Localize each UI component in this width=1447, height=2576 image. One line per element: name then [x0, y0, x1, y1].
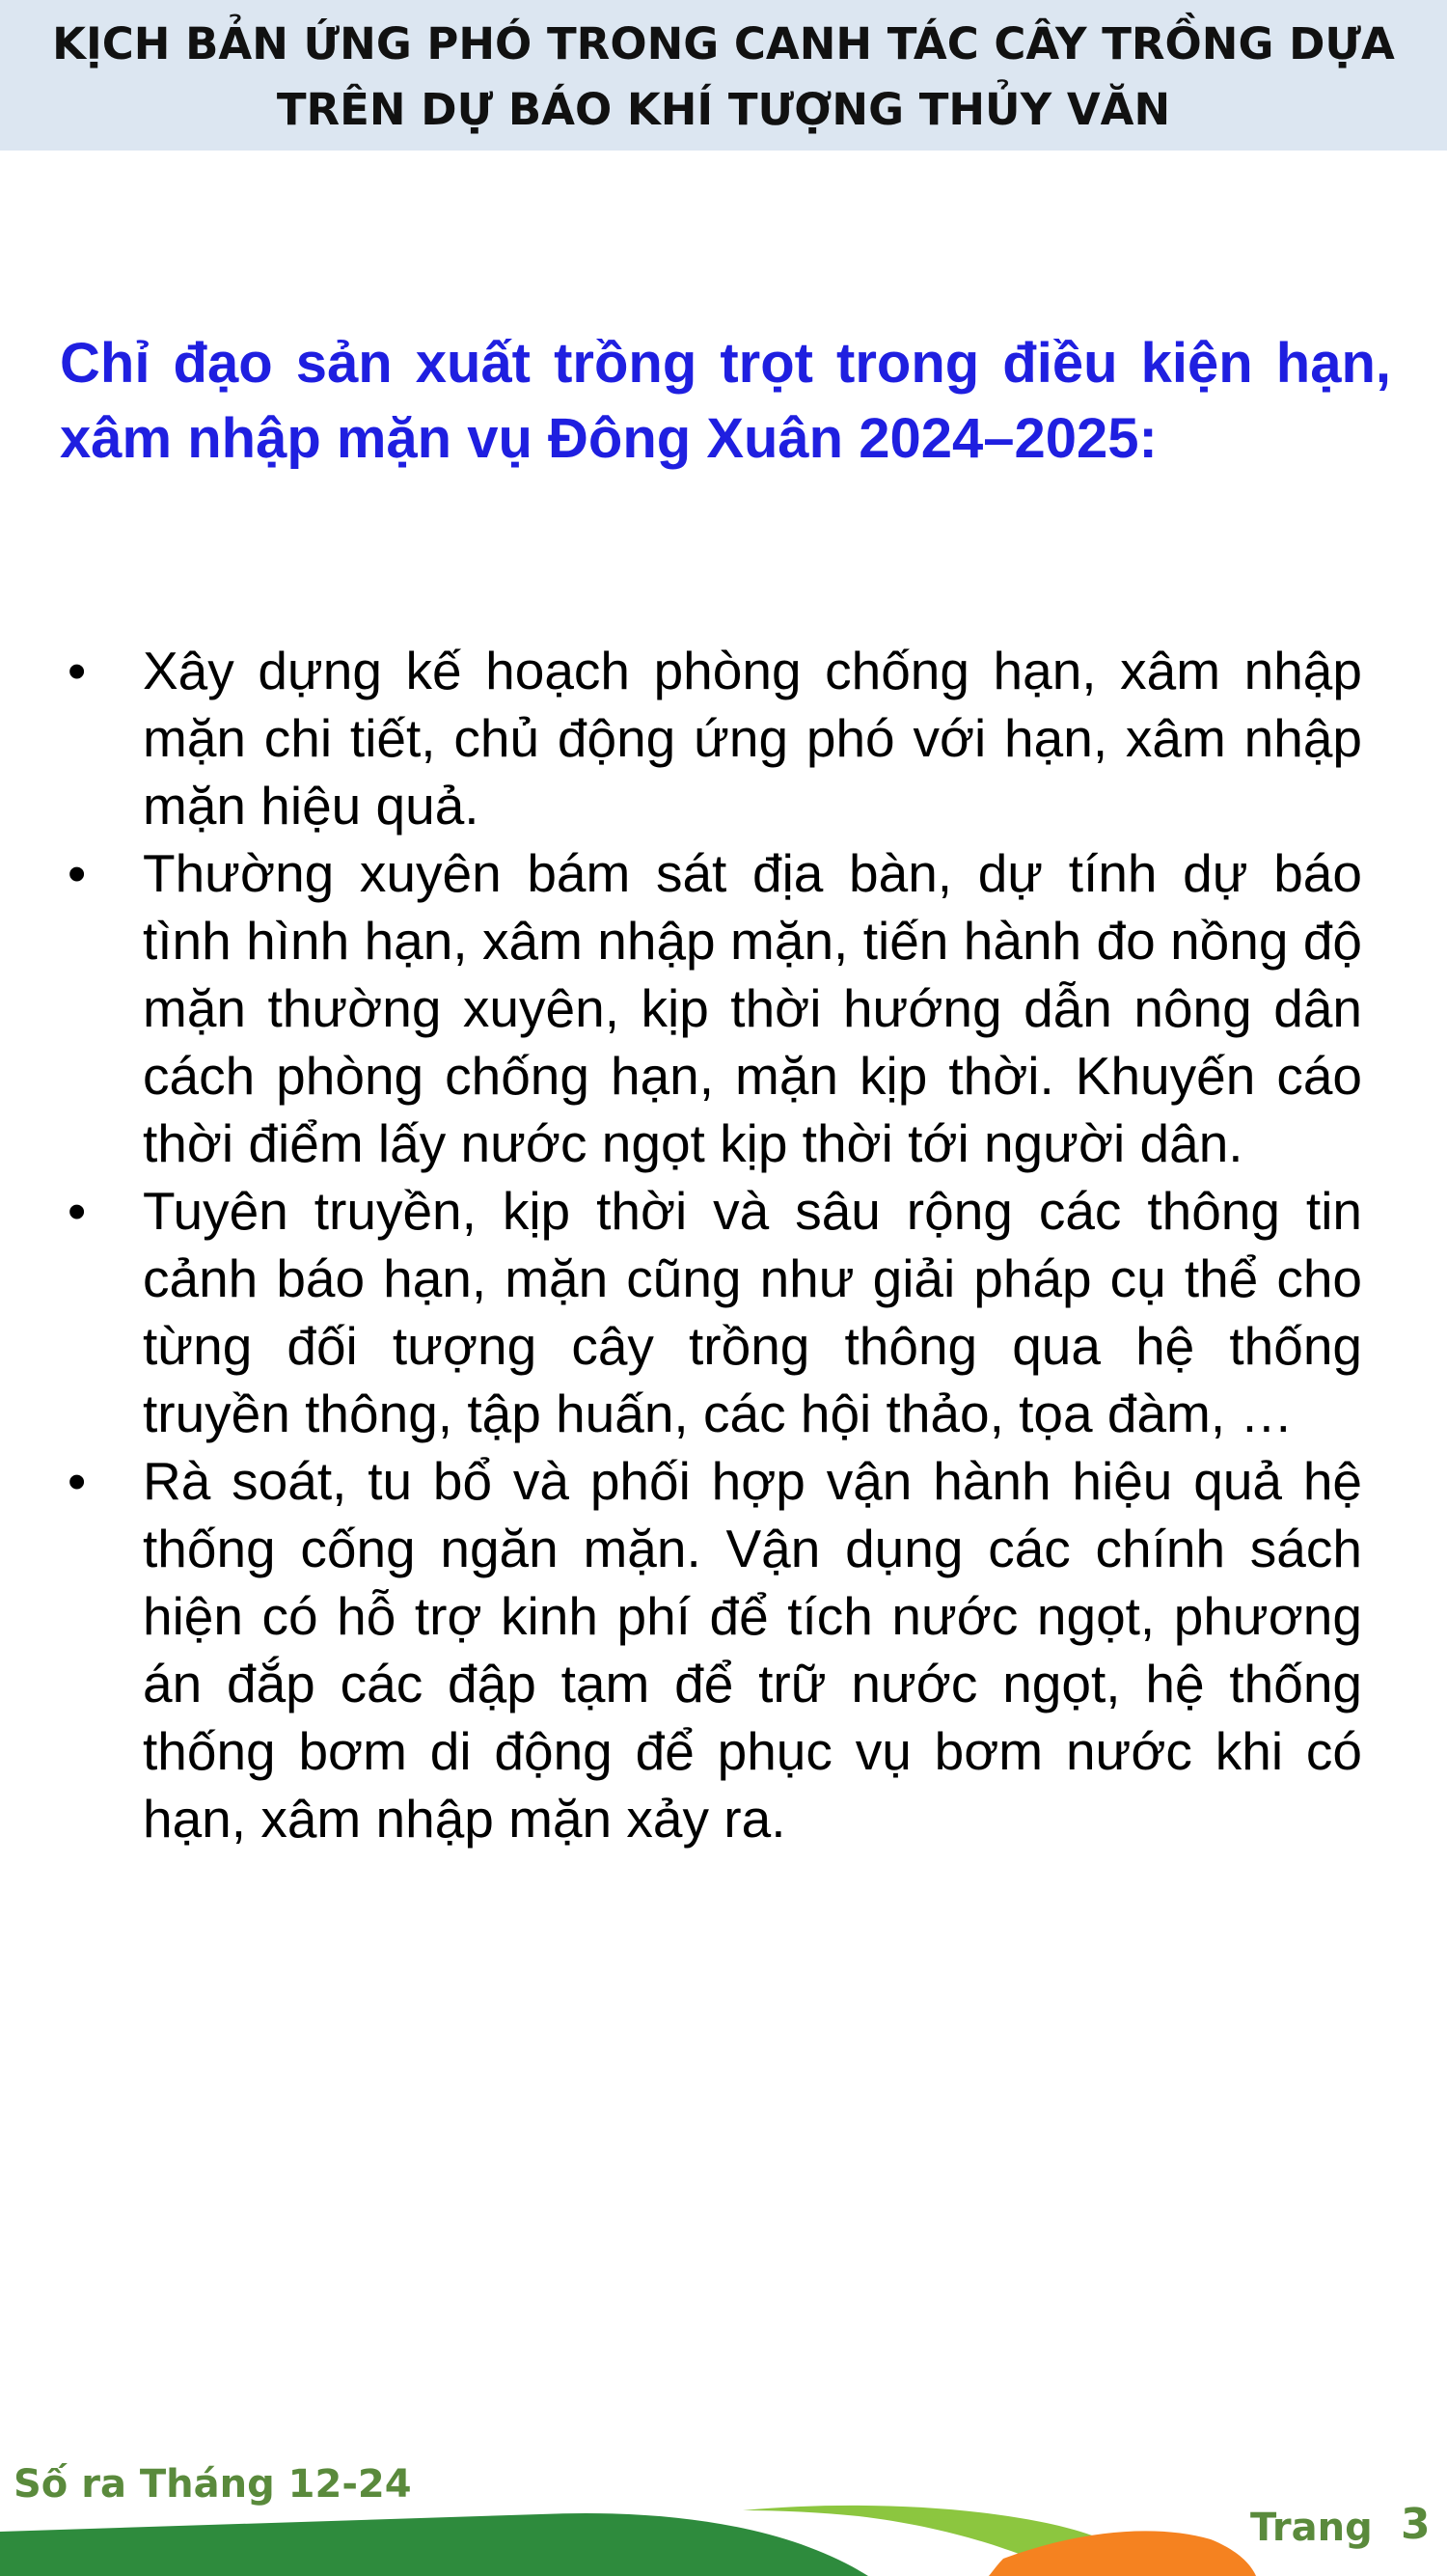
page-number: 3 [1401, 2500, 1431, 2549]
bullet-text: Rà soát, tu bổ và phối hợp vận hành hiệu quả hệ thống cống ngăn mặn. Vận dụng các chính sách hiện có hỗ trợ kinh phí để tích nước ngọt, phương án đắp các đập tạm để trữ nước ngọt, hệ thống thống bơm di động để phục vụ bơm nước khi có hạn, xâm nhập mặn xảy ra. [143, 1451, 1362, 1849]
bullet-item [60, 1447, 1362, 1852]
bullet-item [60, 1177, 1362, 1447]
bullet-dot: • [68, 1181, 87, 1241]
bullet-text: Tuyên truyền, kịp thời và sâu rộng các thông tin cảnh báo hạn, mặn cũng như giải pháp cụ thể cho từng đối tượng cây trồng thông qua hệ thống truyền thông, tập huấn, các hội thảo, tọa đàm, … [143, 1181, 1362, 1443]
bullet-item [60, 637, 1362, 839]
bullet-text: Thường xuyên bám sát địa bàn, dự tính dự báo tình hình hạn, xâm nhập mặn, tiến hành đo nồng độ mặn thường xuyên, kịp thời hướng dẫn nông dân cách phòng chống hạn, mặn kịp thời. Khuyến cáo thời điểm lấy nước ngọt kịp thời tới người dân. [143, 843, 1362, 1173]
page-label: Trang [1250, 2506, 1373, 2550]
bullet-item [60, 839, 1362, 1177]
section-heading: Chỉ đạo sản xuất trồng trọt trong điều kiện hạn, xâm nhập mặn vụ Đông Xuân 2024–2025: [60, 332, 1391, 470]
bullet-dot: • [68, 843, 87, 903]
bullet-list [60, 637, 1362, 1852]
bullet-text: Xây dựng kế hoạch phòng chống hạn, xâm nhập mặn chi tiết, chủ động ứng phó với hạn, xâm nhập mặn hiệu quả. [143, 641, 1362, 836]
page-title [0, 12, 1447, 143]
footer-wave-decoration [0, 2489, 1447, 2576]
bullet-dot: • [68, 1451, 87, 1511]
wave-green-dark [0, 2513, 868, 2576]
issue-label: Số ra Tháng 12-24 [14, 2462, 412, 2507]
page-title-line-2: TRÊN DỰ BÁO KHÍ TƯỢNG THỦY VĂN [276, 84, 1171, 135]
page-title-line-1: KỊCH BẢN ỨNG PHÓ TRONG CANH TÁC CÂY TRỒNG DỰA [52, 18, 1395, 69]
bullet-dot: • [68, 641, 87, 700]
